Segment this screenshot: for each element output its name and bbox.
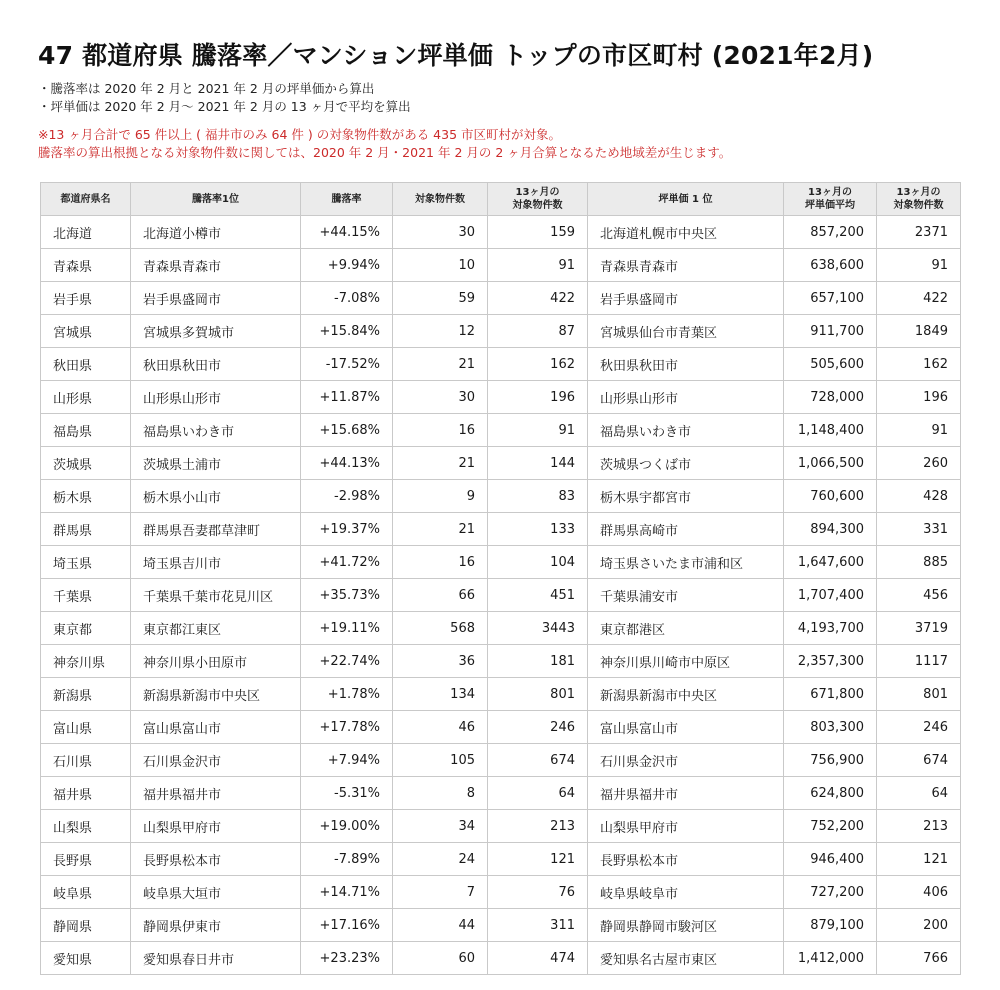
prefecture-cell: 富山県 [41,711,131,744]
prefecture-cell: 栃木県 [41,480,131,513]
price-top-city-cell: 石川県金沢市 [588,744,784,777]
rate-top-city-cell: 岐阜県大垣市 [131,876,301,909]
count-13month-cell: 801 [488,678,588,711]
count-13month-2-cell: 64 [877,777,961,810]
price-top-city-cell: 静岡県静岡市駿河区 [588,909,784,942]
price-avg-cell: 638,600 [784,249,877,282]
price-top-city-cell: 茨城県つくば市 [588,447,784,480]
rate-top-city-cell: 秋田県秋田市 [131,348,301,381]
ranking-table [40,182,961,975]
property-count-cell: 8 [393,777,488,810]
property-count-cell: 9 [393,480,488,513]
price-avg-cell: 624,800 [784,777,877,810]
note-line: ・坪単価は 2020 年 2 月〜 2021 年 2 月の 13 ヶ月で平均を算出 [38,99,411,114]
property-count-cell: 34 [393,810,488,843]
rate-cell: -7.08% [301,282,393,315]
table-row [41,546,961,579]
rate-cell: +14.71% [301,876,393,909]
table-row [41,579,961,612]
price-top-city-cell: 東京都港区 [588,612,784,645]
count-13month-2-cell: 1849 [877,315,961,348]
price-avg-cell: 894,300 [784,513,877,546]
property-count-cell: 59 [393,282,488,315]
table-row [41,744,961,777]
rate-top-city-cell: 長野県松本市 [131,843,301,876]
count-13month-cell: 83 [488,480,588,513]
prefecture-cell: 茨城県 [41,447,131,480]
price-avg-cell: 671,800 [784,678,877,711]
rate-top-city-cell: 青森県青森市 [131,249,301,282]
count-13month-cell: 474 [488,942,588,975]
count-13month-cell: 162 [488,348,588,381]
rate-top-city-cell: 富山県富山市 [131,711,301,744]
price-avg-cell: 857,200 [784,216,877,249]
count-13month-2-cell: 456 [877,579,961,612]
price-avg-cell: 2,357,300 [784,645,877,678]
rate-cell: -2.98% [301,480,393,513]
price-top-city-cell: 群馬県高崎市 [588,513,784,546]
rate-cell: -5.31% [301,777,393,810]
prefecture-cell: 宮城県 [41,315,131,348]
price-avg-cell: 727,200 [784,876,877,909]
rate-cell: +19.37% [301,513,393,546]
price-top-city-cell: 富山県富山市 [588,711,784,744]
count-13month-cell: 121 [488,843,588,876]
rate-top-city-cell: 宮城県多賀城市 [131,315,301,348]
rate-cell: +19.00% [301,810,393,843]
price-top-city-cell: 神奈川県川崎市中原区 [588,645,784,678]
price-avg-cell: 911,700 [784,315,877,348]
rate-top-city-cell: 北海道小樽市 [131,216,301,249]
count-13month-cell: 64 [488,777,588,810]
prefecture-cell: 山形県 [41,381,131,414]
price-top-city-cell: 岩手県盛岡市 [588,282,784,315]
price-avg-cell: 879,100 [784,909,877,942]
rate-cell: +44.13% [301,447,393,480]
prefecture-cell: 東京都 [41,612,131,645]
property-count-cell: 21 [393,348,488,381]
rate-top-city-cell: 栃木県小山市 [131,480,301,513]
count-13month-2-cell: 200 [877,909,961,942]
price-avg-cell: 752,200 [784,810,877,843]
count-13month-cell: 181 [488,645,588,678]
prefecture-cell: 秋田県 [41,348,131,381]
prefecture-cell: 静岡県 [41,909,131,942]
price-avg-cell: 1,066,500 [784,447,877,480]
price-top-city-cell: 北海道札幌市中央区 [588,216,784,249]
prefecture-cell: 新潟県 [41,678,131,711]
property-count-cell: 30 [393,381,488,414]
rate-cell: +15.68% [301,414,393,447]
price-top-city-cell: 栃木県宇都宮市 [588,480,784,513]
table-body [41,216,961,975]
count-13month-cell: 133 [488,513,588,546]
price-top-city-cell: 長野県松本市 [588,843,784,876]
property-count-cell: 46 [393,711,488,744]
price-top-city-cell: 新潟県新潟市中央区 [588,678,784,711]
price-avg-cell: 803,300 [784,711,877,744]
page-title: 47 都道府県 騰落率／マンション坪単価 トップの市区町村 (2021年2月) [38,41,874,70]
price-avg-cell: 1,412,000 [784,942,877,975]
price-avg-cell: 4,193,700 [784,612,877,645]
header-rate-top: 騰落率1位 [131,183,301,216]
note-line: ・騰落率は 2020 年 2 月と 2021 年 2 月の坪単価から算出 [38,81,375,96]
prefecture-cell: 岐阜県 [41,876,131,909]
property-count-cell: 44 [393,909,488,942]
prefecture-cell: 青森県 [41,249,131,282]
rate-top-city-cell: 岩手県盛岡市 [131,282,301,315]
rate-cell: +35.73% [301,579,393,612]
price-top-city-cell: 埼玉県さいたま市浦和区 [588,546,784,579]
price-avg-cell: 760,600 [784,480,877,513]
count-13month-cell: 213 [488,810,588,843]
count-13month-2-cell: 428 [877,480,961,513]
count-13month-cell: 104 [488,546,588,579]
prefecture-cell: 岩手県 [41,282,131,315]
table-row [41,315,961,348]
price-top-city-cell: 宮城県仙台市青葉区 [588,315,784,348]
count-13month-2-cell: 331 [877,513,961,546]
count-13month-2-cell: 422 [877,282,961,315]
count-13month-cell: 3443 [488,612,588,645]
count-13month-2-cell: 3719 [877,612,961,645]
property-count-cell: 134 [393,678,488,711]
price-avg-cell: 505,600 [784,348,877,381]
header-13month-count: 13ヶ月の 対象物件数 [488,183,588,216]
count-13month-2-cell: 91 [877,249,961,282]
prefecture-cell: 長野県 [41,843,131,876]
property-count-cell: 36 [393,645,488,678]
count-13month-2-cell: 196 [877,381,961,414]
table-row [41,810,961,843]
property-count-cell: 30 [393,216,488,249]
rate-top-city-cell: 山梨県甲府市 [131,810,301,843]
header-prefecture: 都道府県名 [41,183,131,216]
count-13month-2-cell: 213 [877,810,961,843]
price-top-city-cell: 青森県青森市 [588,249,784,282]
rate-top-city-cell: 群馬県吾妻郡草津町 [131,513,301,546]
prefecture-cell: 千葉県 [41,579,131,612]
rate-top-city-cell: 静岡県伊東市 [131,909,301,942]
price-top-city-cell: 福井県福井市 [588,777,784,810]
price-top-city-cell: 愛知県名古屋市東区 [588,942,784,975]
rate-top-city-cell: 埼玉県吉川市 [131,546,301,579]
table-row [41,612,961,645]
table-row [41,678,961,711]
count-13month-2-cell: 885 [877,546,961,579]
rate-top-city-cell: 千葉県千葉市花見川区 [131,579,301,612]
property-count-cell: 10 [393,249,488,282]
rate-cell: +11.87% [301,381,393,414]
count-13month-cell: 674 [488,744,588,777]
prefecture-cell: 埼玉県 [41,546,131,579]
price-avg-cell: 946,400 [784,843,877,876]
table-row [41,216,961,249]
count-13month-2-cell: 246 [877,711,961,744]
rate-top-city-cell: 山形県山形市 [131,381,301,414]
count-13month-cell: 91 [488,414,588,447]
rate-top-city-cell: 愛知県春日井市 [131,942,301,975]
rate-cell: +15.84% [301,315,393,348]
count-13month-cell: 422 [488,282,588,315]
header-property-count: 対象物件数 [393,183,488,216]
rate-cell: +1.78% [301,678,393,711]
property-count-cell: 16 [393,546,488,579]
price-top-city-cell: 秋田県秋田市 [588,348,784,381]
rate-cell: +9.94% [301,249,393,282]
rate-cell: +23.23% [301,942,393,975]
rate-cell: +17.78% [301,711,393,744]
count-13month-2-cell: 91 [877,414,961,447]
header-13month-price: 13ヶ月の 坪単価平均 [784,183,877,216]
header-13month-count-2: 13ヶ月の 対象物件数 [877,183,961,216]
rate-cell: +41.72% [301,546,393,579]
count-13month-cell: 87 [488,315,588,348]
property-count-cell: 7 [393,876,488,909]
price-top-city-cell: 千葉県浦安市 [588,579,784,612]
prefecture-cell: 愛知県 [41,942,131,975]
prefecture-cell: 福井県 [41,777,131,810]
rate-top-city-cell: 新潟県新潟市中央区 [131,678,301,711]
property-count-cell: 105 [393,744,488,777]
count-13month-cell: 159 [488,216,588,249]
price-avg-cell: 1,707,400 [784,579,877,612]
count-13month-2-cell: 766 [877,942,961,975]
count-13month-cell: 246 [488,711,588,744]
price-top-city-cell: 山梨県甲府市 [588,810,784,843]
table-row [41,777,961,810]
property-count-cell: 12 [393,315,488,348]
property-count-cell: 24 [393,843,488,876]
rate-cell: +7.94% [301,744,393,777]
rate-top-city-cell: 東京都江東区 [131,612,301,645]
count-13month-2-cell: 674 [877,744,961,777]
table-row [41,480,961,513]
count-13month-2-cell: 260 [877,447,961,480]
rate-cell: -7.89% [301,843,393,876]
table-row [41,843,961,876]
table-row [41,645,961,678]
price-top-city-cell: 山形県山形市 [588,381,784,414]
table-row [41,909,961,942]
rate-cell: +22.74% [301,645,393,678]
rate-top-city-cell: 福島県いわき市 [131,414,301,447]
rate-cell: +44.15% [301,216,393,249]
count-13month-cell: 76 [488,876,588,909]
table-header-row [41,183,961,216]
price-top-city-cell: 福島県いわき市 [588,414,784,447]
prefecture-cell: 山梨県 [41,810,131,843]
prefecture-cell: 神奈川県 [41,645,131,678]
table-row [41,414,961,447]
price-avg-cell: 1,647,600 [784,546,877,579]
prefecture-cell: 群馬県 [41,513,131,546]
rate-top-city-cell: 福井県福井市 [131,777,301,810]
notes [38,80,411,116]
count-13month-cell: 196 [488,381,588,414]
table-row [41,876,961,909]
count-13month-2-cell: 1117 [877,645,961,678]
table-row [41,447,961,480]
price-avg-cell: 728,000 [784,381,877,414]
rate-cell: +17.16% [301,909,393,942]
price-avg-cell: 657,100 [784,282,877,315]
property-count-cell: 21 [393,447,488,480]
warning-line: 騰落率の算出根拠となる対象物件数に関しては、2020 年 2 月・2021 年 2 月の 2 ヶ月合算となるため地域差が生じます。 [38,145,732,160]
count-13month-2-cell: 406 [877,876,961,909]
property-count-cell: 21 [393,513,488,546]
warning-line: ※13 ヶ月合計で 65 件以上 ( 福井市のみ 64 件 ) の対象物件数がある 435 市区町村が対象。 [38,127,562,142]
price-avg-cell: 1,148,400 [784,414,877,447]
table-row [41,513,961,546]
count-13month-2-cell: 801 [877,678,961,711]
count-13month-cell: 311 [488,909,588,942]
count-13month-2-cell: 2371 [877,216,961,249]
table-row [41,381,961,414]
prefecture-cell: 福島県 [41,414,131,447]
price-top-city-cell: 岐阜県岐阜市 [588,876,784,909]
prefecture-cell: 北海道 [41,216,131,249]
count-13month-cell: 91 [488,249,588,282]
table-row [41,711,961,744]
header-rate: 騰落率 [301,183,393,216]
property-count-cell: 16 [393,414,488,447]
price-avg-cell: 756,900 [784,744,877,777]
rate-cell: +19.11% [301,612,393,645]
count-13month-cell: 451 [488,579,588,612]
property-count-cell: 568 [393,612,488,645]
property-count-cell: 60 [393,942,488,975]
rate-top-city-cell: 石川県金沢市 [131,744,301,777]
table-row [41,249,961,282]
count-13month-2-cell: 121 [877,843,961,876]
count-13month-cell: 144 [488,447,588,480]
table-row [41,348,961,381]
header-price-top: 坪単価 1 位 [588,183,784,216]
prefecture-cell: 石川県 [41,744,131,777]
warning-notes [38,126,731,162]
table-row [41,282,961,315]
rate-cell: -17.52% [301,348,393,381]
table-row [41,942,961,975]
rate-top-city-cell: 神奈川県小田原市 [131,645,301,678]
property-count-cell: 66 [393,579,488,612]
rate-top-city-cell: 茨城県土浦市 [131,447,301,480]
count-13month-2-cell: 162 [877,348,961,381]
